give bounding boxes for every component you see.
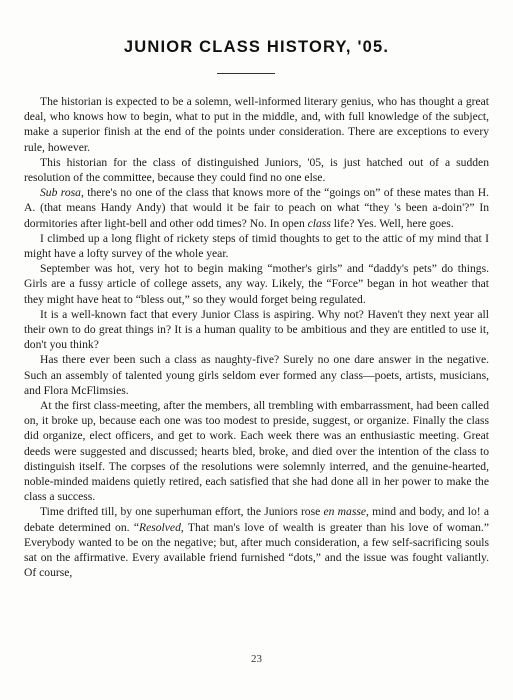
paragraph-3-text: there's no one of the class that knows more of the “goings on” of these mates than H. A. (that means Handy Andy) that would it be fair to peach on what “they 's been a-doin'?” In dormitories after light-bell and other odd times? No. In open bbox=[24, 186, 490, 230]
paragraph-9 bbox=[24, 504, 489, 580]
paragraph-8: At the first class-meeting, after the members, all trembling with embarrassment, had been called on, it broke up, because each one was too modest to preside, suggest, or organize. Finally the class did organize, elect officers, and get to work. Each week there was an enthusiastic meeting. Great deeds were suggested and discussed; hearts bled, broke, and died over the intention of the class to distinguish itself. The corpses of the resolutions were solemnly interred, and the genuine-hearted, noble-minded maidens quietly retired, each satisfied that she had done all in her power to make the class a success. bbox=[24, 399, 489, 504]
paragraph-2: This historian for the class of distinguished Juniors, '05, is just hatched out of a sudden resolution of the committee, because they could find no one else. bbox=[24, 155, 489, 185]
page-title: JUNIOR CLASS HISTORY, '05. bbox=[123, 38, 390, 56]
class-italic: class bbox=[307, 216, 331, 230]
paragraph-3-text-end: life? Yes. Well, here goes. bbox=[330, 216, 454, 230]
paragraph-9-text-mid: mind and body, and lo! a debate determined on. “ bbox=[24, 505, 489, 534]
title-rule bbox=[217, 73, 275, 74]
paragraph-9-text-end: That man's love of wealth is greater than his love of woman.” Everybody wanted to be on the negative; but, after much consideration, a few self-sacrificing souls sat on the affirmative. Every available friend furnished “dots,” and the issue was fought valiantly. Of course, bbox=[24, 520, 489, 580]
paragraph-6: It is a well-known fact that every Junior Class is aspiring. Why not? Haven't they next year all their own to do great things in? It is a human quality to be ambitious and they are entitled to use it, don't you think? bbox=[24, 307, 489, 352]
resolved-italic: Resolved, bbox=[139, 520, 184, 534]
paragraph-4: I climbed up a long flight of rickety steps of timid thoughts to get to the attic of my mind that I might have a lofty survey of the whole year. bbox=[24, 231, 489, 261]
page-number: 23 bbox=[251, 653, 262, 665]
body-text bbox=[24, 94, 489, 581]
paragraph-3 bbox=[24, 185, 489, 231]
paragraph-1: The historian is expected to be a solemn, well-informed literary genius, who has thought a great deal, who knows how to begin, what to put in the middle, and, with full knowledge of the subject, make a superior finish at the end of the points under consideration. There are exceptions to every rule, however. bbox=[24, 95, 489, 154]
paragraph-5: September was hot, very hot to begin making “mother's girls” and “daddy's pets” do things. Girls are a fussy article of college assets, any way. Likely, the “Force” began in hot weather that they might have heat to “bless out,” so they would forget being regulated. bbox=[24, 262, 489, 306]
en-masse-italic: en masse, bbox=[323, 505, 369, 519]
sub-rosa-italic: Sub rosa, bbox=[40, 186, 84, 200]
paragraph-9-text: Time drifted till, by one superhuman effort, the Juniors rose bbox=[40, 505, 324, 519]
paragraph-7: Has there ever been such a class as naughty-five? Surely no one dare answer in the negative. Such an assembly of talented young girls seldom ever formed any class—poets, artists, musicians, and Flora McFlimsies. bbox=[24, 353, 489, 397]
